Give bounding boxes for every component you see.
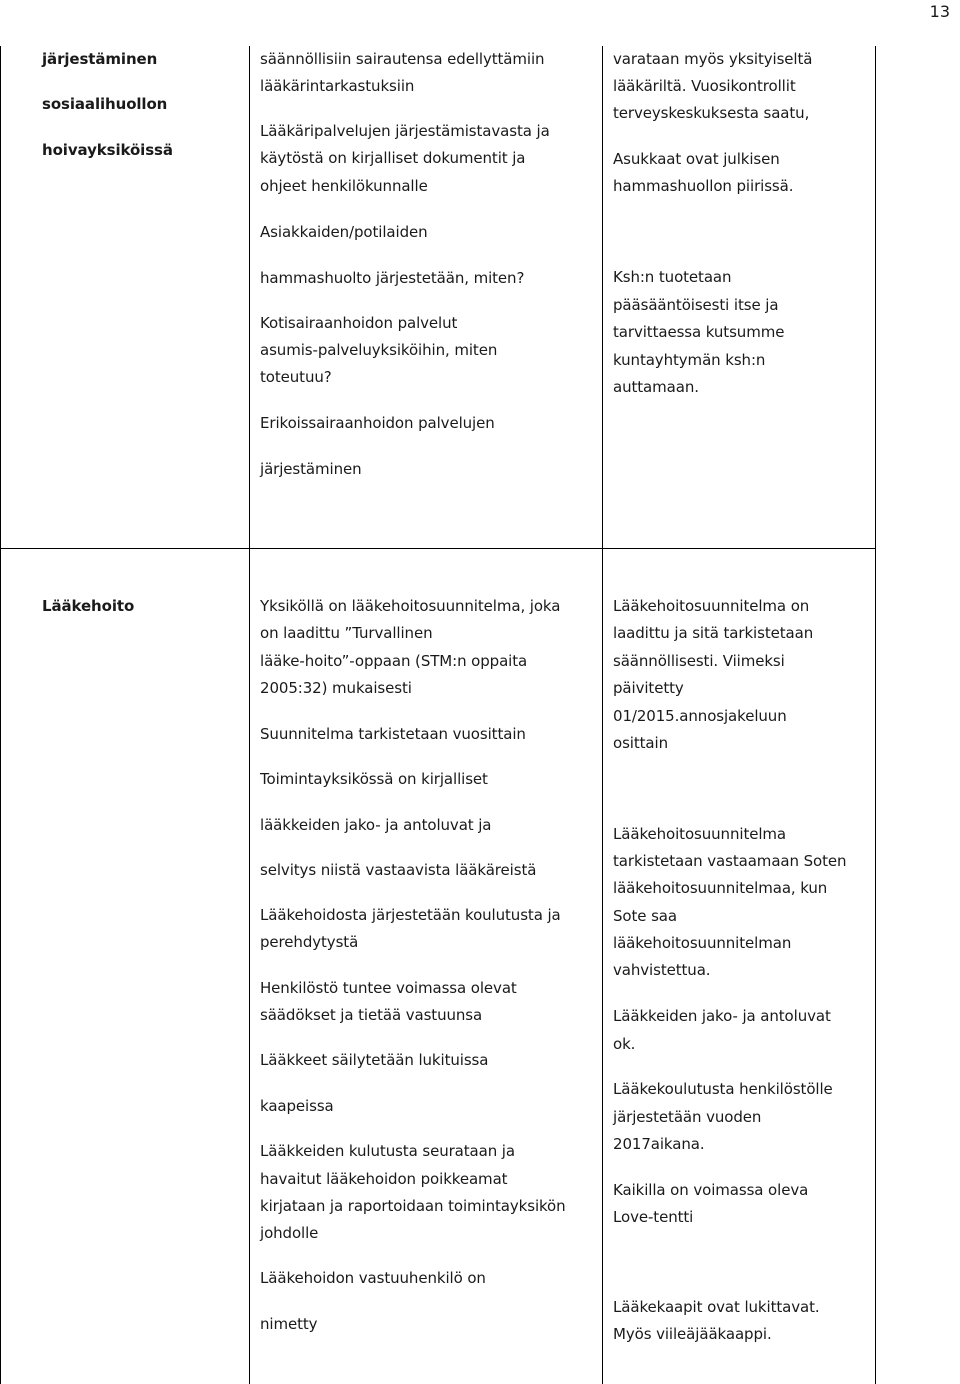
- section1-heading-line: sosiaalihuollon: [42, 95, 168, 113]
- section1-middle-line: asumis-palveluyksiköihin, miten: [260, 341, 498, 359]
- section2-middle-line: Lääkkeiden kulutusta seurataan ja: [260, 1142, 515, 1160]
- table-border-left-top: [0, 46, 1, 548]
- section2-right-line: Kaikilla on voimassa oleva: [613, 1181, 809, 1199]
- page-number: 13: [929, 2, 950, 21]
- section1-middle-line: hammashuolto järjestetään, miten?: [260, 269, 525, 287]
- section1-right-line: kuntayhtymän ksh:n: [613, 351, 766, 369]
- section2-right-line: päivitetty: [613, 679, 684, 697]
- section2-right-line: lääkehoitosuunnitelman: [613, 934, 792, 952]
- section2-middle-line: Henkilöstö tuntee voimassa olevat: [260, 979, 517, 997]
- column-divider-2: [602, 46, 603, 1384]
- section2-right-line: Myös viileäjääkaappi.: [613, 1325, 772, 1343]
- section2-right-line: säännöllisesti. Viimeksi: [613, 652, 785, 670]
- section2-middle-line: Lääkehoidosta järjestetään koulutusta ja: [260, 906, 561, 924]
- section2-middle-line: selvitys niistä vastaavista lääkäreistä: [260, 861, 537, 879]
- section2-right-line: Lääkekaapit ovat lukittavat.: [613, 1298, 820, 1316]
- section2-middle-line: Suunnitelma tarkistetaan vuosittain: [260, 725, 526, 743]
- section2-right-line: Love-tentti: [613, 1208, 694, 1226]
- section2-right-line: Lääkehoitosuunnitelma on: [613, 597, 810, 615]
- section1-right-line: lääkäriltä. Vuosikontrollit: [613, 77, 796, 95]
- section1-heading-line: järjestäminen: [42, 50, 158, 68]
- section1-right-line: varataan myös yksityiseltä: [613, 50, 813, 68]
- section2-right-line: 2017aikana.: [613, 1135, 705, 1153]
- section1-middle-line: toteutuu?: [260, 368, 332, 386]
- section1-right-line: pääsääntöisesti itse ja: [613, 296, 779, 314]
- section2-middle-line: lääkkeiden jako- ja antoluvat ja: [260, 816, 492, 834]
- section1-right-line: terveyskeskuksesta saatu,: [613, 104, 810, 122]
- section1-middle-line: Asiakkaiden/potilaiden: [260, 223, 428, 241]
- section1-right-line: Ksh:n tuotetaan: [613, 268, 732, 286]
- section1-right-line: hammashuollon piirissä.: [613, 177, 794, 195]
- section2-right-line: laadittu ja sitä tarkistetaan: [613, 624, 814, 642]
- section2-middle-line: johdolle: [260, 1224, 319, 1242]
- section1-middle-line: lääkärintarkastuksiin: [260, 77, 415, 95]
- section2-right-line: osittain: [613, 734, 668, 752]
- section1-middle-line: Erikoissairaanhoidon palvelujen: [260, 414, 495, 432]
- section1-heading-line: hoivayksiköissä: [42, 141, 173, 159]
- section2-right-line: 01/2015.annosjakeluun: [613, 707, 787, 725]
- section1-right-line: tarvittaessa kutsumme: [613, 323, 785, 341]
- section1-middle-line: säännöllisiin sairautensa edellyttämiin: [260, 50, 545, 68]
- section2-right-line: ok.: [613, 1035, 636, 1053]
- section2-right-line: järjestetään vuoden: [613, 1108, 762, 1126]
- section2-middle-line: nimetty: [260, 1315, 318, 1333]
- section1-right-line: Asukkaat ovat julkisen: [613, 150, 780, 168]
- section2-middle-line: Lääkehoidon vastuuhenkilö on: [260, 1269, 486, 1287]
- column-divider-1: [249, 46, 250, 1384]
- section2-middle-line: kaapeissa: [260, 1097, 334, 1115]
- section1-middle-line: ohjeet henkilökunnalle: [260, 177, 428, 195]
- section2-middle-line: Toimintayksikössä on kirjalliset: [260, 770, 488, 788]
- row-divider: [0, 548, 876, 549]
- section2-middle-line: säädökset ja tietää vastuunsa: [260, 1006, 483, 1024]
- section2-right-line: Sote saa: [613, 907, 677, 925]
- section2-right-line: tarkistetaan vastaamaan Soten: [613, 852, 847, 870]
- section2-middle-line: Yksiköllä on lääkehoitosuunnitelma, joka: [260, 597, 561, 615]
- section2-middle-line: 2005:32) mukaisesti: [260, 679, 412, 697]
- section1-middle-line: Lääkäripalvelujen järjestämistavasta ja: [260, 122, 550, 140]
- section2-middle-line: havaitut lääkehoidon poikkeamat: [260, 1170, 508, 1188]
- section2-right-line: Lääkkeiden jako- ja antoluvat: [613, 1007, 831, 1025]
- table-border-left-bottom: [0, 549, 1, 1384]
- section2-middle-line: lääke-hoito”-oppaan (STM:n oppaita: [260, 652, 528, 670]
- section2-right-line: lääkehoitosuunnitelmaa, kun: [613, 879, 828, 897]
- section2-right-line: Lääkehoitosuunnitelma: [613, 825, 787, 843]
- section2-right-line: vahvistettua.: [613, 961, 711, 979]
- section2-heading: Lääkehoito: [42, 597, 135, 615]
- section2-right-line: Lääkekoulutusta henkilöstölle: [613, 1080, 833, 1098]
- section2-middle-line: kirjataan ja raportoidaan toimintayksikön: [260, 1197, 566, 1215]
- section1-middle-line: järjestäminen: [260, 460, 362, 478]
- section1-middle-line: Kotisairaanhoidon palvelut: [260, 314, 458, 332]
- section2-middle-line: Lääkkeet säilytetään lukituissa: [260, 1051, 489, 1069]
- section1-right-line: auttamaan.: [613, 378, 699, 396]
- table-border-right: [875, 46, 876, 1384]
- section1-middle-line: käytöstä on kirjalliset dokumentit ja: [260, 149, 526, 167]
- section2-middle-line: perehdytystä: [260, 933, 359, 951]
- section2-middle-line: on laadittu ”Turvallinen: [260, 624, 433, 642]
